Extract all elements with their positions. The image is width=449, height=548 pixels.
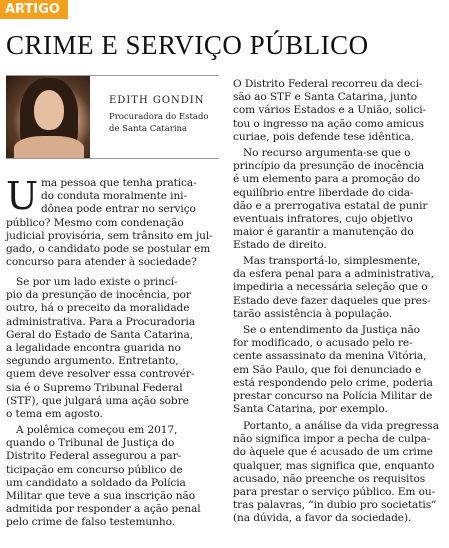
author-box bbox=[6, 75, 219, 159]
left-paragraph-1: U ma pessoa que tenha pratica- do conduta moralmente ini- dônea pode entrar no serviço público? Mesmo com condenação judicial provisória, sem trânsito em jul- gado, o candidato pode se postular em concurso para atender à sociedade? bbox=[6, 174, 213, 269]
author-name: EDITH GONDIN bbox=[109, 95, 205, 106]
right-paragraph-1: O Distrito Federal recorreu da deci- são ao STF e Santa Catarina, junto com vários Estados e a União, solici- tou o ingresso na ação como amicus curiae, pois defende tese idêntica. bbox=[233, 78, 427, 143]
section-tag: ARTIGO bbox=[0, 0, 68, 19]
left-paragraph-3: A polêmica começou em 2017, quando o Tribunal de Justiça do Distrito Federal assegurou a par- ticipação em concurso público de um candidato a soldado da Polícia Militar que teve a sua inscrição não admitida por responder a ação penal pelo crime de falso testemunho. bbox=[6, 424, 201, 529]
drop-cap: U bbox=[6, 174, 38, 218]
right-paragraph-2: No recurso argumenta-se que o princípio da presunção de inocência é um elemento para a promoção do equilíbrio entre liberdade do cida- dão e a prerrogativa estatal de punir eventuais infratores, cujo objetivo maior é garantir a manutenção do Estado de direito. bbox=[233, 147, 428, 252]
right-paragraph-3: Mas transportá-lo, simplesmente, da esfera penal para a administrativa, impediria a necessária seleção que o Estado deve fazer daqueles que pres- tarão assistência à população. bbox=[233, 255, 434, 320]
author-photo bbox=[6, 76, 90, 158]
right-paragraph-4: Se o entendimento da Justiça não for modificado, o acusado pelo re- cente assassinato da menina Vitória, em São Paulo, que foi denunciado e está respondendo pelo crime, poderia prestar concurso na Polícia Militar de Santa Catarina, por exemplo. bbox=[233, 324, 433, 416]
right-paragraph-5: Portanto, a análise da vida pregressa não significa impor a pecha de culpa- do àquele que é acusado de um crime qualquer, mas significa que, enquanto acusado, não preenche os requisitos para prestar o serviço público. Em ou- tras palavras, “in dubio pro societatis” (na dúvida, a favor da sociedade). bbox=[233, 420, 439, 525]
left-paragraph-2: Se por um lado existe o princí- pio da presunção de inocência, por outro, há o preceito da moralidade administrativa. Para a Procuradoria Geral do Estado de Santa Catarina, a legalidade encontra guarida no segundo argumento. Entretanto, quem deve resolver essa controvér- sia é o Supremo Tribunal Federal (STF), que julgará uma ação sobre o tema em agosto. bbox=[6, 276, 196, 420]
author-role: Procuradora do Estado de Santa Catarina bbox=[109, 112, 209, 134]
headline: CRIME E SERVIÇO PÚBLICO bbox=[6, 30, 369, 60]
